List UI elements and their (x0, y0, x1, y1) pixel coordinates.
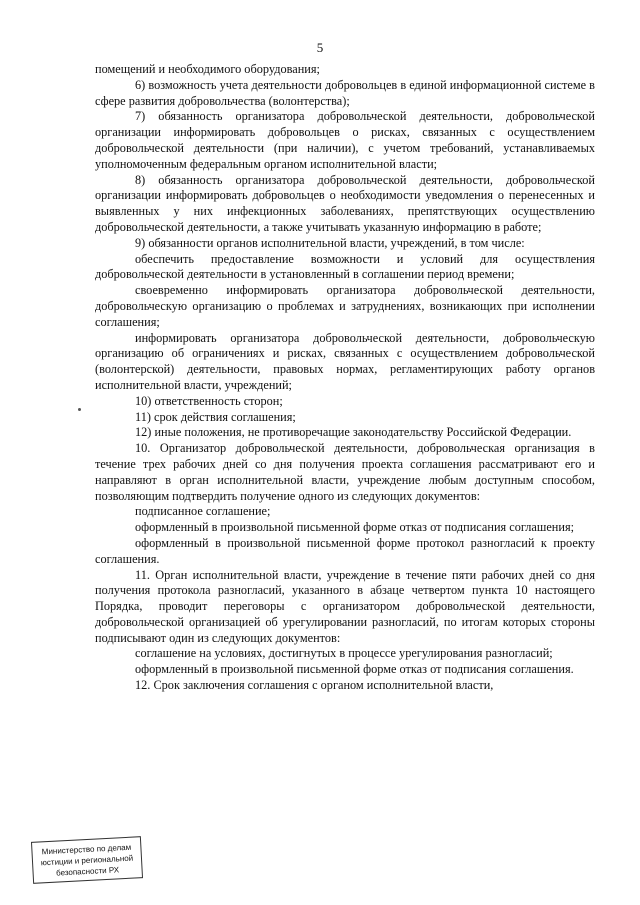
paragraph: 11. Орган исполнительной власти, учреждение в течение пяти рабочих дней со дня получения протокола разногласий, указанного в абзаце четвертом пункта 10 настоящего Порядка, проводит переговоры с организатором добровольческой деятельности, добровольческой организацией об урегулировании разногласий, по итогам которых стороны подписывают один из следующих документов: (95, 567, 595, 645)
paragraph: оформленный в произвольной письменной форме отказ от подписания соглашения; (135, 520, 575, 535)
paragraph: 12) иные положения, не противоречащие законодательству Российской Федерации. (135, 425, 572, 440)
stamp-line: Министерство по делам (41, 842, 132, 856)
paragraph: подписанное соглашение; (135, 504, 271, 519)
ministry-stamp (31, 836, 143, 884)
paragraph: соглашение на условиях, достигнутых в процессе урегулирования разногласий; (135, 646, 553, 661)
stamp-line: юстиции и региональной (40, 853, 134, 867)
paragraph: помещений и необходимого оборудования; (95, 62, 320, 76)
paragraph: 8) обязанность организатора добровольческой деятельности, добровольческой организации информировать добровольцев о необходимости уведомления о перенесенных и выявленных у них инфекционных заболеваниях, препятствующих осуществлению добровольческой деятельности, а также учитывать указанную информацию в работе; (95, 172, 595, 234)
paragraph: информировать организатора добровольческой деятельности, добровольческую организацию об ограничениях и рисках, связанных с осуществлением добровольческой (волонтерской) деятельности, правовых нормах, регламентирующих работу органов исполнительной власти, учреждений; (95, 330, 595, 392)
paragraph: 10) ответственность сторон; (135, 393, 283, 408)
scan-dot (78, 408, 81, 411)
page-number: 5 (316, 40, 324, 55)
paragraph: 11) срок действия соглашения; (135, 409, 296, 424)
paragraph: своевременно информировать организатора добровольческой деятельности, добровольческую организацию о проблемах и затруднениях, возникающих при исполнении соглашения; (95, 283, 595, 329)
paragraph: 10. Организатор добровольческой деятельности, добровольческая организация в течение трех рабочих дней со дня получения проекта соглашения рассматривают его и направляют в орган исполнительной власти, учреждение любым доступным способом, позволяющим подтвердить получение одного из следующих документов: (95, 441, 595, 503)
stamp-line: безопасности РХ (55, 864, 120, 878)
paragraph: 12. Срок заключения соглашения с органом исполнительной власти, (135, 678, 494, 693)
paragraph: оформленный в произвольной письменной форме отказ от подписания соглашения. (135, 662, 574, 677)
document-body (95, 62, 595, 694)
paragraph: оформленный в произвольной письменной форме протокол разногласий к проекту соглашения. (95, 535, 595, 566)
paragraph: 6) возможность учета деятельности добровольцев в единой информационной системе в сфере развития добровольчества (волонтерства); (95, 77, 595, 108)
paragraph: обеспечить предоставление возможности и условий для осуществления добровольческой деятельности в установленный в соглашении период времени; (95, 251, 595, 282)
paragraph: 7) обязанность организатора добровольческой деятельности, добровольческой организации информировать добровольцев о рисках, связанных с осуществлением добровольческой деятельности (при наличии), с учетом требований, устанавливаемых уполномоченным федеральным органом исполнительной власти; (95, 109, 595, 171)
paragraph: 9) обязанности органов исполнительной власти, учреждений, в том числе: (135, 235, 525, 250)
